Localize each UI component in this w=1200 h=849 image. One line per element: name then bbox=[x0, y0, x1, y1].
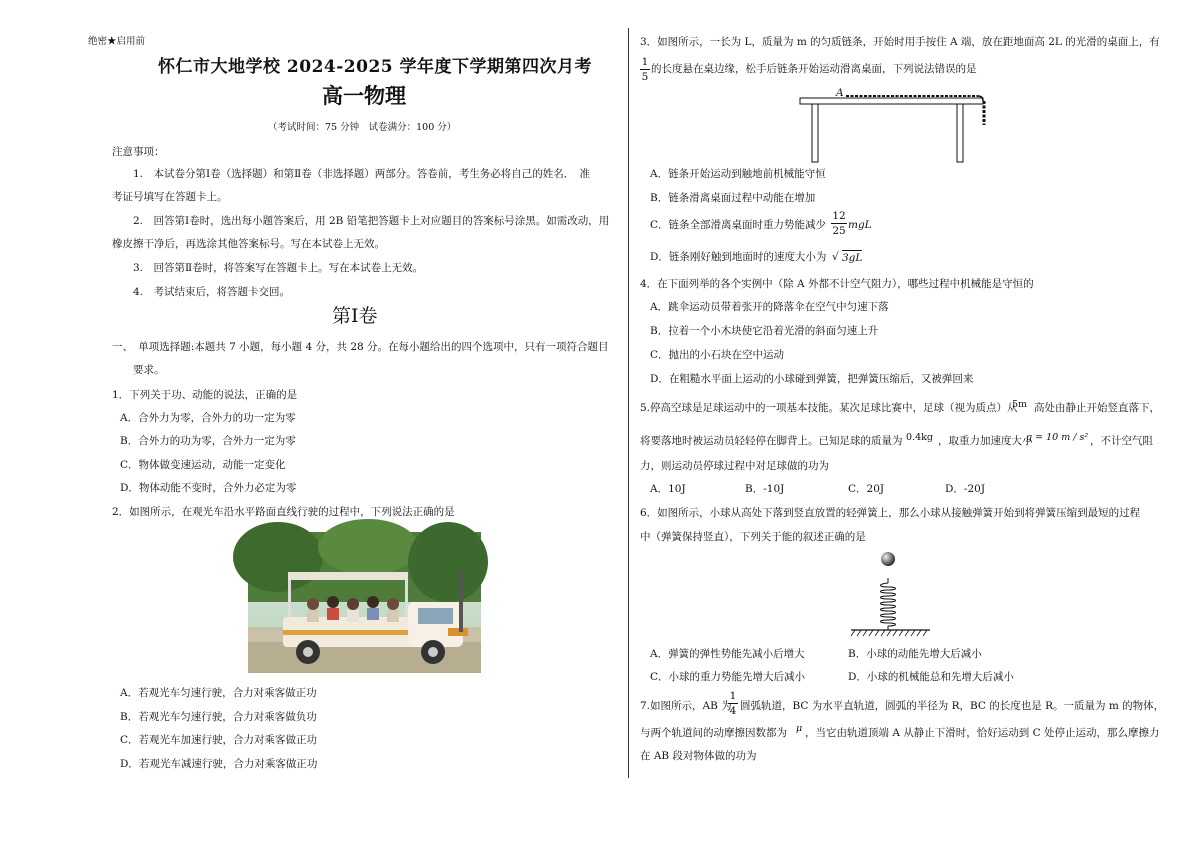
q5-option-c: C．20J bbox=[848, 483, 885, 495]
q2-option-b: B．若观光车匀速行驶，合力对乘客做负功 bbox=[120, 711, 317, 723]
q5-line1: 5.停高空球是足球运动中的一项基本技能。某次足球比赛中，足球（视为质点）从 bbox=[640, 402, 1018, 414]
q6-line2: 中（弹簧保持竖直），下列关于能的叙述正确的是 bbox=[640, 531, 866, 543]
q4-option-d: D．在粗糙水平面上运动的小球碰到弹簧，把弹簧压缩后，又被弹回来 bbox=[650, 373, 974, 385]
secret-mark: 绝密★启用前 bbox=[88, 36, 146, 47]
q3-option-c: C．链条全部滑离桌面时重力势能减少 bbox=[650, 219, 827, 231]
q5-mass: 0.4kg bbox=[906, 432, 933, 443]
q1-stem: 1．下列关于功、动能的说法，正确的是 bbox=[112, 389, 298, 401]
q5-gravity: g = 10 m / s² bbox=[1026, 432, 1089, 443]
note-line: 考证号填写在答题卡上。 bbox=[112, 191, 228, 203]
subject-title: 高一物理 bbox=[322, 83, 406, 108]
q4-option-b: B．拉着一个小木块使它沿着光滑的斜面匀速上升 bbox=[650, 325, 879, 337]
q4-option-c: C．抛出的小石块在空中运动 bbox=[650, 349, 785, 361]
q1-option-c: C．物体做变速运动，动能一定变化 bbox=[120, 459, 286, 471]
notes-heading: 注意事项： bbox=[112, 146, 165, 158]
q3-label-a: A bbox=[836, 87, 844, 99]
q3-option-b: B．链条滑离桌面过程中动能在增加 bbox=[650, 192, 816, 204]
q5-option-d: D．-20J bbox=[945, 483, 986, 495]
q5-line2c: ，不计空气阻 bbox=[1090, 435, 1153, 447]
q3-option-d-sqrt: 3gL bbox=[842, 252, 863, 264]
q2-option-c: C．若观光车加速行驶，合力对乘客做正功 bbox=[120, 734, 318, 746]
q6-option-c: C．小球的重力势能先增大后减小 bbox=[650, 671, 806, 683]
q2-option-a: A．若观光车匀速行驶，合力对乘客做正功 bbox=[120, 687, 317, 699]
q5-line3: 力，则运动员停球过程中对足球做的功为 bbox=[640, 460, 829, 472]
q2-option-d: D．若观光车减速行驶，合力对乘客做正功 bbox=[120, 758, 318, 770]
q6-option-d: D．小球的机械能总和先增大后减小 bbox=[848, 671, 1014, 683]
chain-table-diagram bbox=[800, 85, 990, 163]
q3-option-d: D．链条刚好触到地面时的速度大小为 bbox=[650, 251, 827, 263]
ball-spring-diagram bbox=[848, 550, 938, 640]
note-line: 4. 考试结束后，将答题卡交回。 bbox=[133, 286, 291, 298]
sightseeing-car-photo bbox=[248, 532, 481, 673]
q5-line2: 将要落地时被运动员轻轻停在脚背上。已知足球的质量为 bbox=[640, 435, 903, 447]
q1-option-a: A．合外力为零，合外力的功一定为零 bbox=[120, 412, 296, 424]
note-line: 橡皮擦干净后，再选涂其他答案标号。写在本试卷上无效。 bbox=[112, 238, 385, 250]
q3-fraction: 1 5 bbox=[641, 56, 649, 83]
q2-stem: 2．如图所示，在观光车沿水平路面直线行驶的过程中，下列说法正确的是 bbox=[112, 506, 455, 518]
q6-line1: 6．如图所示，小球从高处下落到竖直放置的轻弹簧上，那么小球从接触弹簧开始到将弹簧压缩到最短的过程 bbox=[640, 507, 1141, 519]
q7-line2a: 与两个轨道间的动摩擦因数都为 bbox=[640, 727, 787, 739]
q5-option-b: B．-10J bbox=[745, 483, 785, 495]
note-line: 2. 回答第Ⅰ卷时，选出每小题答案后，用 2B 铅笔把答题卡上对应题目的答案标号涂黑。如需改动，用 bbox=[133, 215, 610, 227]
q3-stem-line1: 3．如图所示，一长为 L，质量为 m 的匀质链条，开始时用手按住 A 端，放在距地面高 2L 的光滑的桌面上，有 bbox=[640, 36, 1160, 48]
column-divider bbox=[628, 28, 629, 778]
q5-line2b: ，取重力加速度大小 bbox=[938, 435, 1033, 447]
section-instructions-cont: 要求。 bbox=[133, 364, 165, 376]
q3-option-d-sqrt-sign: √ bbox=[832, 251, 839, 263]
q3-option-c-unit: mgL bbox=[848, 219, 872, 231]
q6-option-a: A．弹簧的弹性势能先减小后增大 bbox=[650, 648, 805, 660]
q7-line3: 在 AB 段对物体做的功为 bbox=[640, 750, 757, 762]
q7-line2b: ，当它由轨道顶端 A 从静止下滑时，恰好运动到 C 处停止运动，那么摩擦力 bbox=[805, 727, 1160, 739]
note-line: 1. 本试卷分第Ⅰ卷（选择题）和第Ⅱ卷（非选择题）两部分。答卷前，考生务必将自己的姓名． 准 bbox=[133, 168, 591, 180]
exam-info: （考试时间：75 分钟 试卷满分：100 分） bbox=[268, 122, 457, 133]
section-instructions: 一、 单项选择题:本题共 7 小题，每小题 4 分，共 28 分。在每小题给出的四个选项中，只有一项符合题目 bbox=[112, 341, 609, 353]
q5-option-a: A．10J bbox=[650, 483, 686, 495]
q3-option-a: A．链条开始运动到触地前机械能守恒 bbox=[650, 168, 826, 180]
q6-option-b: B．小球的动能先增大后减小 bbox=[848, 648, 982, 660]
q7-line1b: 圆弧轨道，BC 为水平直轨道，圆弧的半径为 R，BC 的长度也是 R。一质量为 m 的物体， bbox=[740, 700, 1165, 712]
q5-height: 5m bbox=[1012, 399, 1028, 410]
q4-stem: 4．在下面列举的各个实例中（除 A 外都不计空气阻力），哪些过程中机械能是守恒的 bbox=[640, 278, 1034, 290]
q1-option-b: B．合外力的功为零，合外力一定为零 bbox=[120, 435, 296, 447]
q3-option-c-fraction: 12 25 bbox=[832, 210, 846, 237]
q5-line1b: 高处由静止开始竖直落下， bbox=[1034, 402, 1160, 414]
q7-fraction: 1 4 bbox=[729, 690, 737, 717]
q7-line1a: 7.如图所示，AB 为 bbox=[640, 700, 732, 712]
exam-title: 怀仁市大地学校 2024-2025 学年度下学期第四次月考 bbox=[158, 57, 593, 77]
q3-stem-line2: 的长度悬在桌边缘，松手后链条开始运动滑离桌面，下列说法错误的是 bbox=[651, 63, 977, 75]
note-line: 3. 回答第Ⅱ卷时，将答案写在答题卡上。写在本试卷上无效。 bbox=[133, 262, 424, 274]
section-title: 第Ⅰ卷 bbox=[332, 305, 378, 327]
q7-mu: μ bbox=[796, 723, 803, 734]
q1-option-d: D．物体动能不变时，合外力必定为零 bbox=[120, 482, 297, 494]
q4-option-a: A．跳伞运动员带着张开的降落伞在空气中匀速下落 bbox=[650, 301, 889, 313]
